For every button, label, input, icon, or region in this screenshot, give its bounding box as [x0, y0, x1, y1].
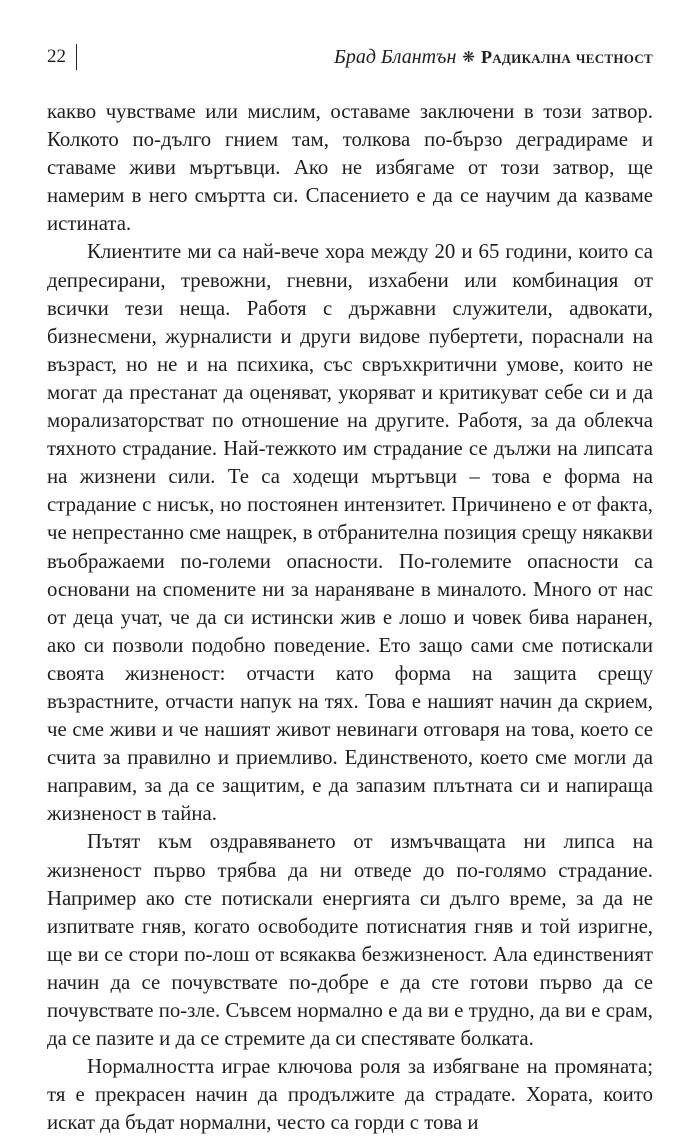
paragraph-2: Клиентите ми са най-вече хора между 20 и 65 години, които са депресирани, тревожни, гневни, изхабени или комбинация от всички тези неща. Работя с държавни служители, адвокати, бизнесмени, журналисти и други видове пубертети, пораснали на възраст, но не и на психика, със свръхкритични умове, които не могат да престанат да оценяват, укоряват и критикуват себе си и да морализаторстват по отношение на другите. Работя, за да облекча тяхното страдание. Най-тежкото им страдание се дължи на липсата на жизнени сили. Те са ходещи мъртъвци – това е форма на страдание с нисък, но постоянен интензитет. Причинено е от факта, че непрестанно сме нащрек, в отбранителна позиция срещу някакви въображаеми по-големи опасности. По-големите опасности са основани на спомените ни за нараняване в миналото. Много от нас от деца учат, че да си истински жив е лошо и човек бива наранен, ако си позволи подобно поведение. Ето защо сами сме потискали своята жизненост: отчасти като форма на защита срещу възрастните, отчасти напук на тях. Това е нашият начин да скрием, че сме живи и че нашият живот невинаги отговаря на това, което се счита за правилно и приемливо. Единственото, което сме могли да направим, за да се защитим, е да запазим плътната си и напираща жизненост в тайна.	[47, 240, 653, 826]
paragraph-3: Пътят към оздравяването от измъчващата ни липса на жизненост първо трябва да ни отведе до по-голямо страдание. Например ако сте потискали енергията си дълго време, за да не изпитвате гняв, когато освободите потиснатия гняв и той изригне, ще ви се стори по-лош от всякаква безжизненост. Ала единственият начин да се почувствате по-добре е да сте готови първо да се почувствате по-зле. Съвсем нормално е да ви е трудно, да ви е срам, да се пазите и да се стремите да си спестявате болката.	[47, 830, 653, 1051]
page-number-text: 22	[47, 46, 66, 67]
body-text	[47, 98, 653, 1137]
author-name: Брад Блантън	[334, 45, 457, 68]
paragraph-4: Нормалността играе ключова роля за избягване на промяната; тя е прекрасен начин да продължите да страдате. Хората, които искат да бъдат нормални, често са горди с това и	[47, 1055, 653, 1135]
ornament-icon: ❋	[462, 49, 475, 66]
book-title: Радикална честност	[480, 46, 653, 67]
paragraph-1: какво чувстваме или мислим, оставаме заключени в този затвор. Колкото по-дълго гнием там, толкова по-бързо деградираме и ставаме живи мъртъвци. Ако не избягаме от този затвор, ще намерим в него смъртта си. Спасението е да се научим да казваме истината.	[47, 100, 653, 236]
running-header	[47, 40, 653, 74]
running-title	[334, 46, 653, 69]
header-divider	[76, 44, 77, 70]
page-number	[47, 44, 77, 70]
